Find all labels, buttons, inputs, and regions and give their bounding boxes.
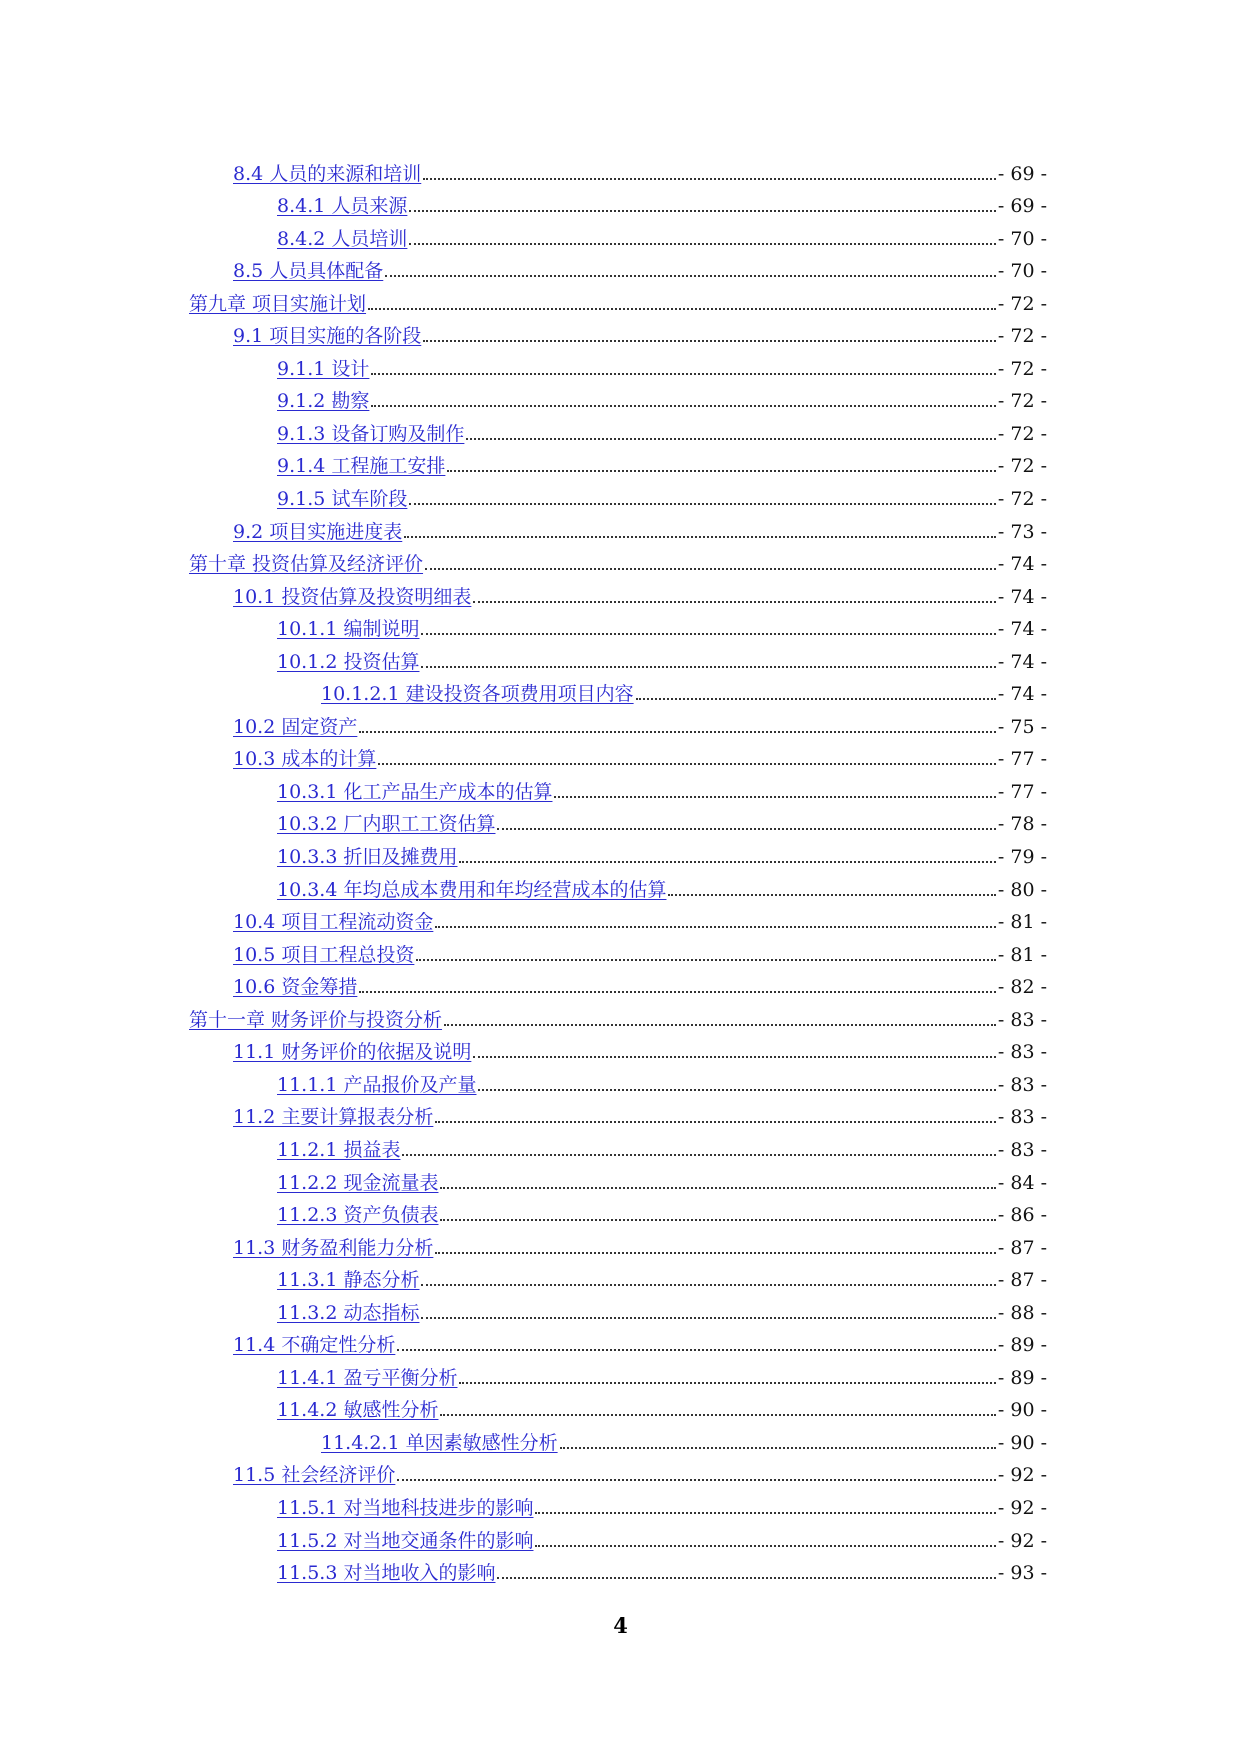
toc-dot-leader: [359, 991, 996, 993]
toc-entry-title[interactable]: 11.4 不确定性分析: [233, 1334, 396, 1357]
toc-dot-leader: [440, 1187, 995, 1189]
toc-entry-page: - 72 -: [997, 422, 1047, 445]
toc-entry-page: - 78 -: [997, 813, 1047, 836]
toc-entry-title[interactable]: 10.5 项目工程总投资: [233, 943, 415, 966]
toc-entry-page: - 87 -: [997, 1236, 1047, 1259]
toc-entry-page: - 70 -: [997, 227, 1047, 250]
toc-entry-title[interactable]: 11.2.1 损益表: [277, 1138, 401, 1161]
toc-entry-title[interactable]: 9.1.1 设计: [277, 357, 370, 380]
toc-entry[interactable]: [0, 1063, 1241, 1096]
toc-entry-page: - 77 -: [997, 780, 1047, 803]
toc-entry[interactable]: [0, 1194, 1241, 1227]
toc-entry-page: - 72 -: [997, 488, 1047, 511]
toc-entry[interactable]: [0, 1486, 1241, 1519]
toc-entry-page: - 77 -: [997, 748, 1047, 771]
toc-entry-title[interactable]: 第十章 投资估算及经济评价: [189, 553, 424, 576]
toc-dot-leader: [459, 1382, 995, 1384]
toc-dot-leader: [473, 601, 996, 603]
toc-entry[interactable]: [0, 640, 1241, 673]
toc-entry-page: - 86 -: [997, 1204, 1047, 1227]
toc-dot-leader: [425, 568, 996, 570]
toc-dot-leader: [554, 796, 995, 798]
toc-entry-page: - 74 -: [997, 553, 1047, 576]
toc-entry[interactable]: [0, 1324, 1241, 1357]
toc-entry[interactable]: [0, 1421, 1241, 1454]
toc-entry-title[interactable]: 9.1.2 勘察: [277, 390, 370, 413]
toc-entry-title[interactable]: 11.2 主要计算报表分析: [233, 1106, 434, 1129]
toc-dot-leader: [435, 1252, 996, 1254]
toc-dot-leader: [421, 666, 995, 668]
toc-entry[interactable]: [0, 835, 1241, 868]
toc-entry-title[interactable]: 9.1 项目实施的各阶段: [233, 325, 422, 348]
toc-entry-title[interactable]: 9.2 项目实施进度表: [233, 520, 403, 543]
toc-entry-page: - 72 -: [997, 357, 1047, 380]
toc-entry[interactable]: [0, 575, 1241, 608]
toc-entry[interactable]: [0, 510, 1241, 543]
toc-entry-title[interactable]: 9.1.3 设备订购及制作: [277, 422, 465, 445]
toc-entry-page: - 75 -: [997, 715, 1047, 738]
toc-entry[interactable]: [0, 543, 1241, 576]
toc-entry-page: - 92 -: [997, 1496, 1047, 1519]
toc-entry[interactable]: [0, 673, 1241, 706]
toc-entry-page: - 83 -: [997, 1041, 1047, 1064]
toc-entry[interactable]: [0, 1552, 1241, 1585]
toc-entry-page: - 81 -: [997, 943, 1047, 966]
toc-entry-page: - 72 -: [997, 292, 1047, 315]
toc-entry-title[interactable]: 10.1 投资估算及投资明细表: [233, 585, 472, 608]
toc-dot-leader: [371, 373, 996, 375]
toc-entry-title[interactable]: 11.4.2.1 单因素敏感性分析: [321, 1431, 558, 1454]
toc-entry-page: - 70 -: [997, 260, 1047, 283]
toc-dot-leader: [473, 1056, 996, 1058]
toc-entry[interactable]: [0, 152, 1241, 185]
toc-dot-leader: [397, 1479, 996, 1481]
toc-entry-page: - 72 -: [997, 325, 1047, 348]
toc-dot-leader: [421, 1317, 995, 1319]
toc-entry-title[interactable]: 9.1.4 工程施工安排: [277, 455, 446, 478]
toc-entry-page: - 90 -: [997, 1399, 1047, 1422]
toc-dot-leader: [497, 828, 995, 830]
toc-dot-leader: [535, 1512, 995, 1514]
toc-entry[interactable]: [0, 966, 1241, 999]
toc-entry-page: - 92 -: [997, 1529, 1047, 1552]
toc-dot-leader: [385, 275, 996, 277]
toc-entry-page: - 83 -: [997, 1073, 1047, 1096]
toc-entry-page: - 74 -: [997, 585, 1047, 608]
toc-entry[interactable]: [0, 1291, 1241, 1324]
toc-entry[interactable]: [0, 347, 1241, 380]
toc-dot-leader: [497, 1577, 995, 1579]
toc-dot-leader: [416, 959, 996, 961]
toc-entry-title[interactable]: 11.5.3 对当地收入的影响: [277, 1562, 496, 1585]
toc-dot-leader: [421, 633, 995, 635]
toc-entry-page: - 89 -: [997, 1366, 1047, 1389]
toc-dot-leader: [423, 340, 996, 342]
toc-dot-leader: [560, 1447, 996, 1449]
toc-entry[interactable]: [0, 868, 1241, 901]
toc-entry-page: - 84 -: [997, 1171, 1047, 1194]
toc-entry[interactable]: [0, 1389, 1241, 1422]
toc-dot-leader: [359, 731, 996, 733]
toc-dot-leader: [409, 243, 996, 245]
table-of-contents: [0, 152, 1241, 1584]
toc-entry[interactable]: [0, 1259, 1241, 1292]
toc-entry-title[interactable]: 11.4.2 敏感性分析: [277, 1399, 439, 1422]
toc-entry-title[interactable]: 8.5 人员具体配备: [233, 260, 384, 283]
toc-entry[interactable]: [0, 1031, 1241, 1064]
toc-entry[interactable]: [0, 412, 1241, 445]
toc-dot-leader: [378, 763, 996, 765]
toc-dot-leader: [371, 405, 996, 407]
toc-dot-leader: [421, 1284, 995, 1286]
toc-entry-title[interactable]: 8.4.2 人员培训: [277, 227, 408, 250]
toc-dot-leader: [397, 1349, 996, 1351]
toc-entry-page: - 81 -: [997, 911, 1047, 934]
toc-entry-title[interactable]: 10.1.2 投资估算: [277, 650, 420, 673]
toc-entry-title[interactable]: 11.4.1 盈亏平衡分析: [277, 1366, 458, 1389]
toc-dot-leader: [440, 1414, 995, 1416]
toc-entry[interactable]: [0, 770, 1241, 803]
toc-entry-page: - 88 -: [997, 1301, 1047, 1324]
toc-entry-page: - 93 -: [997, 1562, 1047, 1585]
toc-entry-title[interactable]: 10.6 资金筹措: [233, 976, 358, 999]
toc-entry-title[interactable]: 10.3 成本的计算: [233, 748, 377, 771]
toc-entry-page: - 69 -: [997, 195, 1047, 218]
toc-dot-leader: [478, 1089, 995, 1091]
toc-entry[interactable]: [0, 380, 1241, 413]
toc-entry-page: - 83 -: [997, 1138, 1047, 1161]
toc-entry-page: - 73 -: [997, 520, 1047, 543]
toc-entry-title[interactable]: 11.3 财务盈利能力分析: [233, 1236, 434, 1259]
toc-entry[interactable]: [0, 901, 1241, 934]
toc-dot-leader: [466, 438, 996, 440]
toc-entry[interactable]: [0, 1356, 1241, 1389]
toc-entry-title[interactable]: 第九章 项目实施计划: [189, 292, 367, 315]
toc-entry-page: - 80 -: [997, 878, 1047, 901]
toc-dot-leader: [459, 861, 995, 863]
toc-entry-title[interactable]: 11.2.2 现金流量表: [277, 1171, 439, 1194]
toc-entry-title[interactable]: 11.1.1 产品报价及产量: [277, 1073, 477, 1096]
toc-entry-title[interactable]: 10.1.2.1 建设投资各项费用项目内容: [321, 683, 634, 706]
toc-entry[interactable]: [0, 1454, 1241, 1487]
toc-entry-page: - 92 -: [997, 1464, 1047, 1487]
page-number: 4: [613, 1613, 628, 1638]
toc-dot-leader: [444, 1024, 996, 1026]
toc-entry-title[interactable]: 11.5.2 对当地交通条件的影响: [277, 1529, 534, 1552]
toc-entry-title[interactable]: 10.2 固定资产: [233, 715, 358, 738]
toc-entry-title[interactable]: 11.5.1 对当地科技进步的影响: [277, 1496, 534, 1519]
toc-entry-page: - 79 -: [997, 846, 1047, 869]
toc-entry-page: - 72 -: [997, 455, 1047, 478]
toc-entry-title[interactable]: 11.2.3 资产负债表: [277, 1204, 439, 1227]
toc-entry[interactable]: [0, 933, 1241, 966]
toc-dot-leader: [440, 1219, 995, 1221]
toc-entry-page: - 83 -: [997, 1008, 1047, 1031]
toc-entry-title[interactable]: 10.4 项目工程流动资金: [233, 911, 434, 934]
toc-entry-title[interactable]: 10.3.4 年均总成本费用和年均经营成本的估算: [277, 878, 667, 901]
toc-dot-leader: [409, 503, 996, 505]
toc-entry-page: - 74 -: [997, 618, 1047, 641]
toc-dot-leader: [402, 1154, 995, 1156]
toc-dot-leader: [447, 470, 996, 472]
toc-entry[interactable]: [0, 705, 1241, 738]
toc-entry[interactable]: [0, 445, 1241, 478]
toc-entry[interactable]: [0, 250, 1241, 283]
toc-entry[interactable]: [0, 1096, 1241, 1129]
toc-entry-page: - 74 -: [997, 683, 1047, 706]
toc-dot-leader: [636, 698, 996, 700]
toc-dot-leader: [404, 536, 996, 538]
toc-entry[interactable]: [0, 1519, 1241, 1552]
toc-entry[interactable]: [0, 315, 1241, 348]
toc-entry-title[interactable]: 11.5 社会经济评价: [233, 1464, 396, 1487]
toc-entry-title[interactable]: 8.4.1 人员来源: [277, 195, 408, 218]
toc-entry-page: - 69 -: [997, 162, 1047, 185]
toc-entry-title[interactable]: 9.1.5 试车阶段: [277, 488, 408, 511]
toc-entry[interactable]: [0, 185, 1241, 218]
toc-dot-leader: [668, 894, 995, 896]
toc-entry-title[interactable]: 10.3.3 折旧及摊费用: [277, 846, 458, 869]
toc-entry-title[interactable]: 11.1 财务评价的依据及说明: [233, 1041, 472, 1064]
toc-entry[interactable]: [0, 1161, 1241, 1194]
toc-entry[interactable]: [0, 217, 1241, 250]
toc-entry[interactable]: [0, 738, 1241, 771]
toc-entry-title[interactable]: 11.3.1 静态分析: [277, 1269, 420, 1292]
toc-entry-title[interactable]: 10.3.2 厂内职工工资估算: [277, 813, 496, 836]
toc-entry-title[interactable]: 8.4 人员的来源和培训: [233, 162, 422, 185]
toc-dot-leader: [423, 178, 996, 180]
toc-entry[interactable]: [0, 1128, 1241, 1161]
toc-entry-title[interactable]: 10.3.1 化工产品生产成本的估算: [277, 780, 553, 803]
toc-entry[interactable]: [0, 282, 1241, 315]
toc-dot-leader: [535, 1545, 995, 1547]
toc-entry-page: - 74 -: [997, 650, 1047, 673]
toc-entry-page: - 83 -: [997, 1106, 1047, 1129]
toc-entry[interactable]: [0, 608, 1241, 641]
toc-dot-leader: [368, 308, 996, 310]
toc-dot-leader: [435, 1121, 996, 1123]
toc-entry-page: - 90 -: [997, 1431, 1047, 1454]
toc-entry-title[interactable]: 10.1.1 编制说明: [277, 618, 420, 641]
toc-entry[interactable]: [0, 998, 1241, 1031]
toc-entry-title[interactable]: 第十一章 财务评价与投资分析: [189, 1008, 443, 1031]
toc-entry[interactable]: [0, 477, 1241, 510]
toc-entry-title[interactable]: 11.3.2 动态指标: [277, 1301, 420, 1324]
toc-entry[interactable]: [0, 803, 1241, 836]
toc-entry-page: - 72 -: [997, 390, 1047, 413]
toc-dot-leader: [409, 210, 996, 212]
toc-entry-page: - 87 -: [997, 1269, 1047, 1292]
toc-entry[interactable]: [0, 1226, 1241, 1259]
toc-entry-page: - 82 -: [997, 976, 1047, 999]
toc-entry-page: - 89 -: [997, 1334, 1047, 1357]
toc-dot-leader: [435, 926, 996, 928]
